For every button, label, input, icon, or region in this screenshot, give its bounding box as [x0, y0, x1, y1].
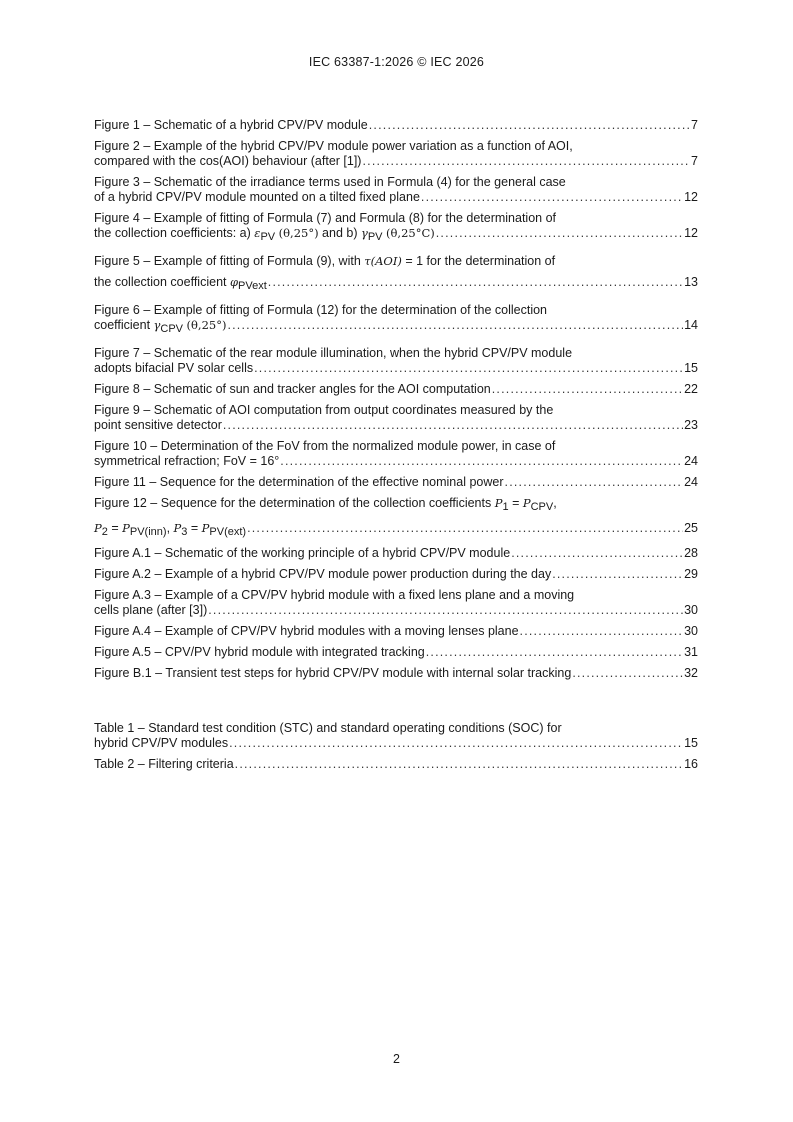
- dot-leader: [227, 318, 683, 333]
- dot-leader: [436, 226, 683, 241]
- dot-leader: [254, 361, 683, 376]
- entry-title-cont: coefficient γCPV (θ,25°): [94, 318, 227, 335]
- entry-title: Figure A.4 – Example of CPV/PV hybrid modules with a moving lenses plane: [94, 624, 519, 638]
- subscript: PV: [367, 231, 383, 243]
- dot-leader: [280, 454, 683, 469]
- page-number: 16: [684, 757, 698, 771]
- dot-leader: [268, 275, 683, 290]
- entry-title-cont: cells plane (after [3]): [94, 603, 208, 617]
- p-symbol: P: [122, 521, 130, 535]
- entry-title-cont: compared with the cos(AOI) behaviour (after [1]): [94, 154, 362, 168]
- dot-leader: [511, 546, 683, 561]
- entry-title-cont: P2 = PPV(inn), P3 = PPV(ext): [94, 521, 247, 538]
- epsilon-symbol: ε: [254, 226, 261, 240]
- p-symbol: P: [494, 496, 503, 510]
- toc-entry[interactable]: [94, 475, 698, 490]
- tau-aoi: τ(AOI): [364, 254, 402, 268]
- page-number: 24: [684, 475, 698, 489]
- entry-title-cont: the collection coefficient φPVext: [94, 275, 267, 292]
- page-number: 7: [691, 118, 698, 132]
- math-arg: (θ,25°C): [386, 226, 435, 240]
- entry-title: Figure 3 – Schematic of the irradiance terms used in Formula (4) for the general case: [94, 175, 566, 189]
- toc-entry[interactable]: [94, 343, 698, 376]
- entry-title: Figure 4 – Example of fitting of Formula (7) and Formula (8) for the determination of: [94, 211, 557, 225]
- toc-entry[interactable]: [94, 251, 698, 294]
- entry-title: Figure 7 – Schematic of the rear module illumination, when the hybrid CPV/PV module: [94, 346, 573, 360]
- page-number: 12: [684, 190, 698, 204]
- toc-entry[interactable]: [94, 546, 698, 561]
- toc-entry[interactable]: [94, 403, 698, 433]
- toc-entry[interactable]: [94, 300, 698, 337]
- toc-entry[interactable]: [94, 666, 698, 681]
- page-number: 24: [684, 454, 698, 468]
- p-symbol: P: [201, 521, 210, 535]
- p-symbol: P: [94, 521, 102, 535]
- subscript: PV(ext): [209, 526, 247, 538]
- page-number: 30: [684, 603, 698, 617]
- toc-entry[interactable]: [94, 175, 698, 205]
- dot-leader: [362, 154, 690, 169]
- page-number: 7: [691, 154, 698, 168]
- entry-title-cont: point sensitive detector: [94, 418, 222, 432]
- toc-entry[interactable]: [94, 721, 698, 751]
- math-arg: (θ,25°): [186, 318, 227, 332]
- page-number: 23: [684, 418, 698, 432]
- phi-symbol: φ: [229, 275, 239, 289]
- page-number: 13: [684, 275, 698, 289]
- toc-entry[interactable]: [94, 496, 698, 540]
- entry-title-cont: the collection coefficients: a) εPV (θ,25°) and b) γPV (θ,25°C): [94, 226, 435, 243]
- entry-title: Figure 11 – Sequence for the determination of the effective nominal power: [94, 475, 504, 489]
- entry-title: Figure B.1 – Transient test steps for hybrid CPV/PV module with internal solar tracking: [94, 666, 572, 680]
- entry-title-cont: adopts bifacial PV solar cells: [94, 361, 254, 375]
- dot-leader: [552, 567, 683, 582]
- toc-entry[interactable]: [94, 139, 698, 169]
- page-number: 31: [684, 645, 698, 659]
- subscript: CPV: [160, 323, 184, 335]
- entry-title: Table 1 – Standard test condition (STC) and standard operating conditions (SOC) for: [94, 721, 562, 735]
- entry-title: Figure A.3 – Example of a CPV/PV hybrid module with a fixed lens plane and a moving: [94, 588, 575, 602]
- entry-title: Figure 9 – Schematic of AOI computation from output coordinates measured by the: [94, 403, 554, 417]
- page-number: 28: [684, 546, 698, 560]
- dot-leader: [520, 624, 684, 639]
- page-number: 22: [684, 382, 698, 396]
- subscript: PV(inn): [129, 526, 167, 538]
- subscript: CPV: [530, 501, 554, 513]
- math-arg: (θ,25°): [278, 226, 319, 240]
- page-number-footer: 2: [393, 1052, 400, 1066]
- entry-title-cont: of a hybrid CPV/PV module mounted on a tilted fixed plane: [94, 190, 420, 204]
- page-number: 32: [684, 666, 698, 680]
- entry-title: Figure A.1 – Schematic of the working principle of a hybrid CPV/PV module: [94, 546, 511, 560]
- subscript: PV: [260, 231, 276, 243]
- entry-title: Figure 12 – Sequence for the determination of the collection coefficients P1 = PCPV,: [94, 496, 557, 513]
- entry-title: Figure A.2 – Example of a hybrid CPV/PV module power production during the day: [94, 567, 552, 581]
- page-number: 15: [684, 361, 698, 375]
- entry-title: Figure 6 – Example of fitting of Formula (12) for the determination of the collection: [94, 303, 548, 317]
- entry-title: Figure A.5 – CPV/PV hybrid module with integrated tracking: [94, 645, 425, 659]
- page-number: 15: [684, 736, 698, 750]
- toc-entry[interactable]: [94, 757, 698, 772]
- subscript: 3: [181, 526, 188, 538]
- p-symbol: P: [173, 521, 182, 535]
- toc-entry[interactable]: [94, 211, 698, 245]
- p-symbol: P: [522, 496, 531, 510]
- entry-title-cont: symmetrical refraction; FoV = 16°: [94, 454, 280, 468]
- dot-leader: [572, 666, 683, 681]
- toc-entry[interactable]: [94, 588, 698, 618]
- page-number: 14: [684, 318, 698, 332]
- list-of-figures: [94, 118, 698, 687]
- subscript: 1: [502, 501, 509, 513]
- gamma-symbol: γ: [360, 226, 368, 240]
- dot-leader: [247, 521, 683, 536]
- dot-leader: [369, 118, 690, 133]
- page-number: 30: [684, 624, 698, 638]
- toc-entry[interactable]: [94, 645, 698, 660]
- subscript: 2: [101, 526, 108, 538]
- toc-entry[interactable]: [94, 624, 698, 639]
- entry-title-cont: hybrid CPV/PV modules: [94, 736, 229, 750]
- page-header: IEC 63387-1:2026 © IEC 2026: [308, 55, 485, 69]
- dot-leader: [426, 645, 683, 660]
- subscript: PVext: [238, 280, 267, 292]
- entry-title: Figure 10 – Determination of the FoV from the normalized module power, in case of: [94, 439, 556, 453]
- entry-title: Figure 2 – Example of the hybrid CPV/PV module power variation as a function of AOI,: [94, 139, 573, 153]
- toc-entry[interactable]: [94, 567, 698, 582]
- gamma-symbol: γ: [153, 318, 161, 332]
- entry-title: Figure 8 – Schematic of sun and tracker angles for the AOI computation: [94, 382, 491, 396]
- entry-title: Figure 5 – Example of fitting of Formula (9), with τ(AOI) = 1 for the determination of: [94, 254, 556, 268]
- page-number: 12: [684, 226, 698, 240]
- list-of-tables: [94, 721, 698, 778]
- page-number: 29: [684, 567, 698, 581]
- dot-leader: [208, 603, 683, 618]
- entry-title: Table 2 – Filtering criteria: [94, 757, 234, 771]
- page-number: 25: [684, 521, 698, 535]
- dot-leader: [235, 757, 683, 772]
- toc-entry[interactable]: [94, 382, 698, 397]
- entry-title: Figure 1 – Schematic of a hybrid CPV/PV module: [94, 118, 368, 132]
- dot-leader: [492, 382, 683, 397]
- dot-leader: [421, 190, 683, 205]
- toc-entry[interactable]: [94, 439, 698, 469]
- dot-leader: [505, 475, 684, 490]
- toc-entry[interactable]: [94, 118, 698, 133]
- dot-leader: [229, 736, 683, 751]
- dot-leader: [223, 418, 683, 433]
